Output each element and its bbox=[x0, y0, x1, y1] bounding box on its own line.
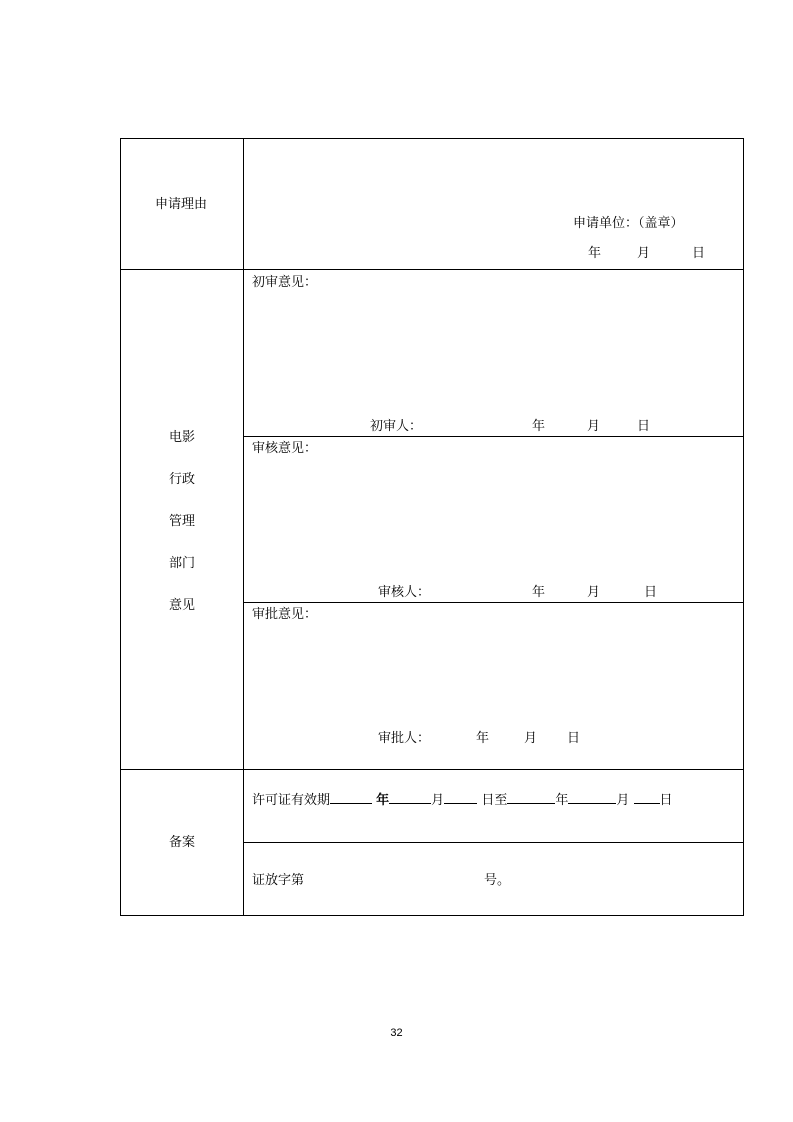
validity-end-day-field[interactable] bbox=[634, 789, 660, 804]
filing-label: 备案 bbox=[169, 835, 196, 850]
reason-date-year: 年 bbox=[588, 246, 602, 261]
validity-end-month-field[interactable] bbox=[568, 789, 616, 804]
dept-opinion-label-line: 意见 bbox=[168, 598, 195, 613]
page-number: 32 bbox=[390, 1027, 403, 1039]
table-border-top bbox=[120, 138, 744, 139]
validity-start-day-field[interactable] bbox=[444, 789, 477, 804]
table-border-bottom bbox=[120, 915, 744, 916]
validity-year-unit: 年 bbox=[376, 793, 390, 808]
validity-end-year-unit: 年 bbox=[555, 793, 569, 808]
approval-signer-label: 审批人： bbox=[378, 731, 431, 746]
approval-date-day: 日 bbox=[567, 731, 581, 746]
reason-date-day: 日 bbox=[692, 246, 706, 261]
validity-day-to: 日至 bbox=[481, 793, 508, 808]
row-divider-dept bbox=[120, 769, 744, 770]
initial-opinion-title: 初审意见： bbox=[252, 275, 318, 290]
dept-opinion-label-line: 管理 bbox=[168, 514, 195, 529]
dept-opinion-label-line: 行政 bbox=[168, 472, 195, 487]
subrow-divider-review bbox=[244, 602, 744, 603]
validity-start-year-field[interactable] bbox=[330, 789, 372, 804]
review-date-year: 年 bbox=[532, 585, 546, 600]
validity-month-unit: 月 bbox=[431, 793, 445, 808]
row-divider-reason bbox=[120, 269, 744, 270]
license-number-suffix: 号。 bbox=[484, 873, 511, 888]
dept-opinion-label-line: 部门 bbox=[168, 556, 195, 571]
reason-date-month: 月 bbox=[637, 246, 651, 261]
validity-start-month-field[interactable] bbox=[389, 789, 431, 804]
table-border-right bbox=[743, 138, 744, 916]
validity-end-month-unit: 月 bbox=[616, 793, 630, 808]
validity-end-year-field[interactable] bbox=[507, 789, 555, 804]
approval-date-month: 月 bbox=[524, 731, 538, 746]
license-number-prefix: 证放字第 bbox=[252, 873, 305, 888]
validity-end-day-unit: 日 bbox=[659, 793, 673, 808]
subrow-divider-initial bbox=[244, 436, 744, 437]
license-validity-line bbox=[252, 789, 673, 809]
approval-date-year: 年 bbox=[476, 731, 490, 746]
validity-prefix: 许可证有效期 bbox=[252, 793, 331, 808]
initial-date-year: 年 bbox=[532, 419, 546, 434]
dept-opinion-label bbox=[120, 430, 244, 614]
review-signer-label: 审核人： bbox=[378, 585, 431, 600]
initial-date-month: 月 bbox=[587, 419, 601, 434]
initial-signer-label: 初审人： bbox=[370, 419, 423, 434]
application-reason-label: 申请理由 bbox=[155, 197, 208, 212]
review-opinion-title: 审核意见： bbox=[252, 441, 318, 456]
review-date-day: 日 bbox=[644, 585, 658, 600]
subrow-divider-filing bbox=[244, 842, 744, 843]
dept-opinion-label-line: 电影 bbox=[168, 430, 195, 445]
applicant-unit-stamp: 申请单位：（盖章） bbox=[573, 216, 684, 231]
review-date-month: 月 bbox=[587, 585, 601, 600]
initial-date-day: 日 bbox=[637, 419, 651, 434]
approval-opinion-title: 审批意见： bbox=[252, 607, 318, 622]
